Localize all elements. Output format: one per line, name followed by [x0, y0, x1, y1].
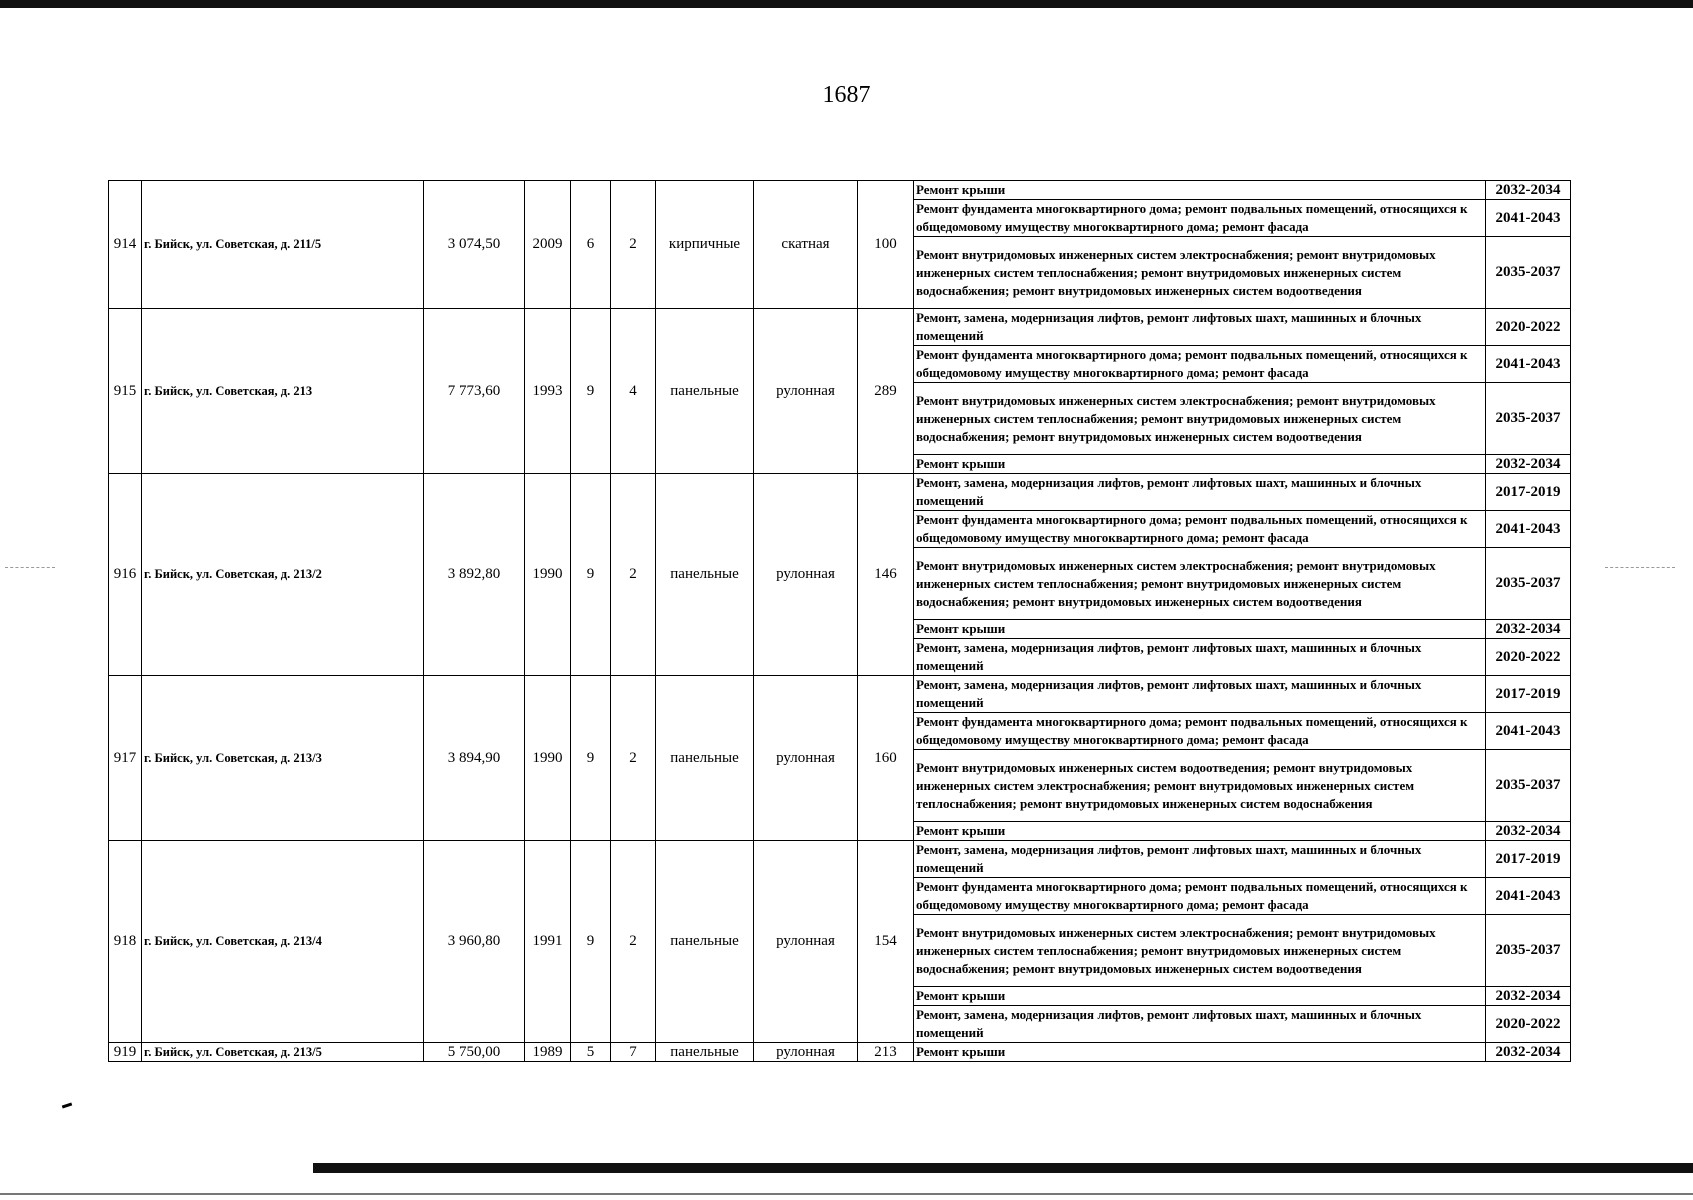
repair-work: Ремонт крыши — [914, 822, 1486, 841]
roof-type: скатная — [754, 181, 858, 309]
repair-work: Ремонт крыши — [914, 620, 1486, 639]
floors-count: 9 — [571, 841, 611, 1043]
repair-work: Ремонт крыши — [914, 1043, 1486, 1062]
scan-pen-mark — [62, 1103, 72, 1109]
row-number: 919 — [109, 1043, 142, 1062]
residents-count: 154 — [858, 841, 914, 1043]
table-row — [109, 676, 1571, 713]
entrances-count: 2 — [611, 474, 656, 676]
row-number: 915 — [109, 309, 142, 474]
repair-work: Ремонт внутридомовых инженерных систем электроснабжения; ремонт внутридомовых инженерных систем теплоснабжения; ремонт внутридомовых инженерных систем водоснабжения; ремонт внутридомовых инженерных систем водоотведения — [914, 548, 1486, 620]
table-row — [109, 841, 1571, 878]
residents-count: 160 — [858, 676, 914, 841]
repair-period: 2032-2034 — [1486, 987, 1571, 1006]
repair-work: Ремонт крыши — [914, 455, 1486, 474]
residents-count: 213 — [858, 1043, 914, 1062]
building-address: г. Бийск, ул. Советская, д. 211/5 — [142, 181, 424, 309]
row-number: 918 — [109, 841, 142, 1043]
table-row — [109, 474, 1571, 511]
scan-border-bottom — [313, 1163, 1693, 1173]
repair-period: 2020-2022 — [1486, 639, 1571, 676]
building-address: г. Бийск, ул. Советская, д. 213/5 — [142, 1043, 424, 1062]
build-year: 1991 — [525, 841, 571, 1043]
repair-period: 2032-2034 — [1486, 1043, 1571, 1062]
repair-period: 2020-2022 — [1486, 309, 1571, 346]
row-number: 917 — [109, 676, 142, 841]
wall-material: кирпичные — [656, 181, 754, 309]
building-area: 3 894,90 — [424, 676, 525, 841]
wall-material: панельные — [656, 309, 754, 474]
repair-work: Ремонт, замена, модернизация лифтов, ремонт лифтовых шахт, машинных и блочных помещений — [914, 1006, 1486, 1043]
scan-mark-left — [5, 567, 55, 568]
entrances-count: 2 — [611, 841, 656, 1043]
building-address: г. Бийск, ул. Советская, д. 213/3 — [142, 676, 424, 841]
repair-period: 2041-2043 — [1486, 511, 1571, 548]
floors-count: 6 — [571, 181, 611, 309]
scan-edge-line — [0, 1193, 1693, 1195]
roof-type: рулонная — [754, 676, 858, 841]
build-year: 1990 — [525, 676, 571, 841]
building-area: 3 892,80 — [424, 474, 525, 676]
building-address: г. Бийск, ул. Советская, д. 213/2 — [142, 474, 424, 676]
build-year: 1989 — [525, 1043, 571, 1062]
repair-work: Ремонт, замена, модернизация лифтов, ремонт лифтовых шахт, машинных и блочных помещений — [914, 841, 1486, 878]
page-number: 1687 — [822, 82, 871, 108]
repair-schedule-table — [108, 180, 1571, 1062]
repair-period: 2017-2019 — [1486, 474, 1571, 511]
repair-period: 2017-2019 — [1486, 676, 1571, 713]
repair-work: Ремонт фундамента многоквартирного дома; ремонт подвальных помещений, относящихся к общедомовому имуществу многоквартирного дома; ремонт фасада — [914, 200, 1486, 237]
floors-count: 9 — [571, 676, 611, 841]
repair-period: 2032-2034 — [1486, 822, 1571, 841]
wall-material: панельные — [656, 841, 754, 1043]
repair-period: 2035-2037 — [1486, 915, 1571, 987]
roof-type: рулонная — [754, 1043, 858, 1062]
building-area: 3 960,80 — [424, 841, 525, 1043]
repair-period: 2020-2022 — [1486, 1006, 1571, 1043]
repair-period: 2032-2034 — [1486, 181, 1571, 200]
roof-type: рулонная — [754, 474, 858, 676]
repair-period: 2035-2037 — [1486, 237, 1571, 309]
scan-mark-right — [1605, 567, 1675, 568]
residents-count: 289 — [858, 309, 914, 474]
row-number: 914 — [109, 181, 142, 309]
repair-work: Ремонт крыши — [914, 181, 1486, 200]
building-address: г. Бийск, ул. Советская, д. 213 — [142, 309, 424, 474]
repair-period: 2041-2043 — [1486, 713, 1571, 750]
roof-type: рулонная — [754, 841, 858, 1043]
table-row — [109, 309, 1571, 346]
build-year: 1990 — [525, 474, 571, 676]
floors-count: 9 — [571, 474, 611, 676]
wall-material: панельные — [656, 676, 754, 841]
repair-work: Ремонт, замена, модернизация лифтов, ремонт лифтовых шахт, машинных и блочных помещений — [914, 639, 1486, 676]
repair-work: Ремонт фундамента многоквартирного дома; ремонт подвальных помещений, относящихся к общедомовому имуществу многоквартирного дома; ремонт фасада — [914, 511, 1486, 548]
repair-period: 2017-2019 — [1486, 841, 1571, 878]
table-row — [109, 181, 1571, 200]
repair-work: Ремонт, замена, модернизация лифтов, ремонт лифтовых шахт, машинных и блочных помещений — [914, 474, 1486, 511]
table-row — [109, 1043, 1571, 1062]
entrances-count: 2 — [611, 676, 656, 841]
repair-period: 2035-2037 — [1486, 548, 1571, 620]
floors-count: 5 — [571, 1043, 611, 1062]
repair-work: Ремонт фундамента многоквартирного дома; ремонт подвальных помещений, относящихся к общедомовому имуществу многоквартирного дома; ремонт фасада — [914, 713, 1486, 750]
entrances-count: 7 — [611, 1043, 656, 1062]
repair-period: 2035-2037 — [1486, 383, 1571, 455]
floors-count: 9 — [571, 309, 611, 474]
repair-period: 2041-2043 — [1486, 878, 1571, 915]
roof-type: рулонная — [754, 309, 858, 474]
repair-period: 2032-2034 — [1486, 455, 1571, 474]
repair-work: Ремонт, замена, модернизация лифтов, ремонт лифтовых шахт, машинных и блочных помещений — [914, 309, 1486, 346]
building-area: 3 074,50 — [424, 181, 525, 309]
repair-work: Ремонт фундамента многоквартирного дома; ремонт подвальных помещений, относящихся к общедомовому имуществу многоквартирного дома; ремонт фасада — [914, 878, 1486, 915]
entrances-count: 4 — [611, 309, 656, 474]
entrances-count: 2 — [611, 181, 656, 309]
wall-material: панельные — [656, 474, 754, 676]
building-area: 7 773,60 — [424, 309, 525, 474]
repair-work: Ремонт внутридомовых инженерных систем водоотведения; ремонт внутридомовых инженерных систем электроснабжения; ремонт внутридомовых инженерных систем теплоснабжения; ремонт внутридомовых инженерных систем водоснабжения — [914, 750, 1486, 822]
repair-period: 2032-2034 — [1486, 620, 1571, 639]
building-address: г. Бийск, ул. Советская, д. 213/4 — [142, 841, 424, 1043]
build-year: 2009 — [525, 181, 571, 309]
row-number: 916 — [109, 474, 142, 676]
repair-period: 2041-2043 — [1486, 346, 1571, 383]
repair-work: Ремонт, замена, модернизация лифтов, ремонт лифтовых шахт, машинных и блочных помещений — [914, 676, 1486, 713]
repair-period: 2041-2043 — [1486, 200, 1571, 237]
repair-period: 2035-2037 — [1486, 750, 1571, 822]
residents-count: 146 — [858, 474, 914, 676]
residents-count: 100 — [858, 181, 914, 309]
wall-material: панельные — [656, 1043, 754, 1062]
repair-work: Ремонт крыши — [914, 987, 1486, 1006]
building-area: 5 750,00 — [424, 1043, 525, 1062]
repair-work: Ремонт внутридомовых инженерных систем электроснабжения; ремонт внутридомовых инженерных систем теплоснабжения; ремонт внутридомовых инженерных систем водоснабжения; ремонт внутридомовых инженерных систем водоотведения — [914, 383, 1486, 455]
build-year: 1993 — [525, 309, 571, 474]
repair-work: Ремонт фундамента многоквартирного дома; ремонт подвальных помещений, относящихся к общедомовому имуществу многоквартирного дома; ремонт фасада — [914, 346, 1486, 383]
repair-work: Ремонт внутридомовых инженерных систем электроснабжения; ремонт внутридомовых инженерных систем теплоснабжения; ремонт внутридомовых инженерных систем водоснабжения; ремонт внутридомовых инженерных систем водоотведения — [914, 237, 1486, 309]
scan-border-top — [0, 0, 1693, 8]
repair-work: Ремонт внутридомовых инженерных систем электроснабжения; ремонт внутридомовых инженерных систем теплоснабжения; ремонт внутридомовых инженерных систем водоснабжения; ремонт внутридомовых инженерных систем водоотведения — [914, 915, 1486, 987]
